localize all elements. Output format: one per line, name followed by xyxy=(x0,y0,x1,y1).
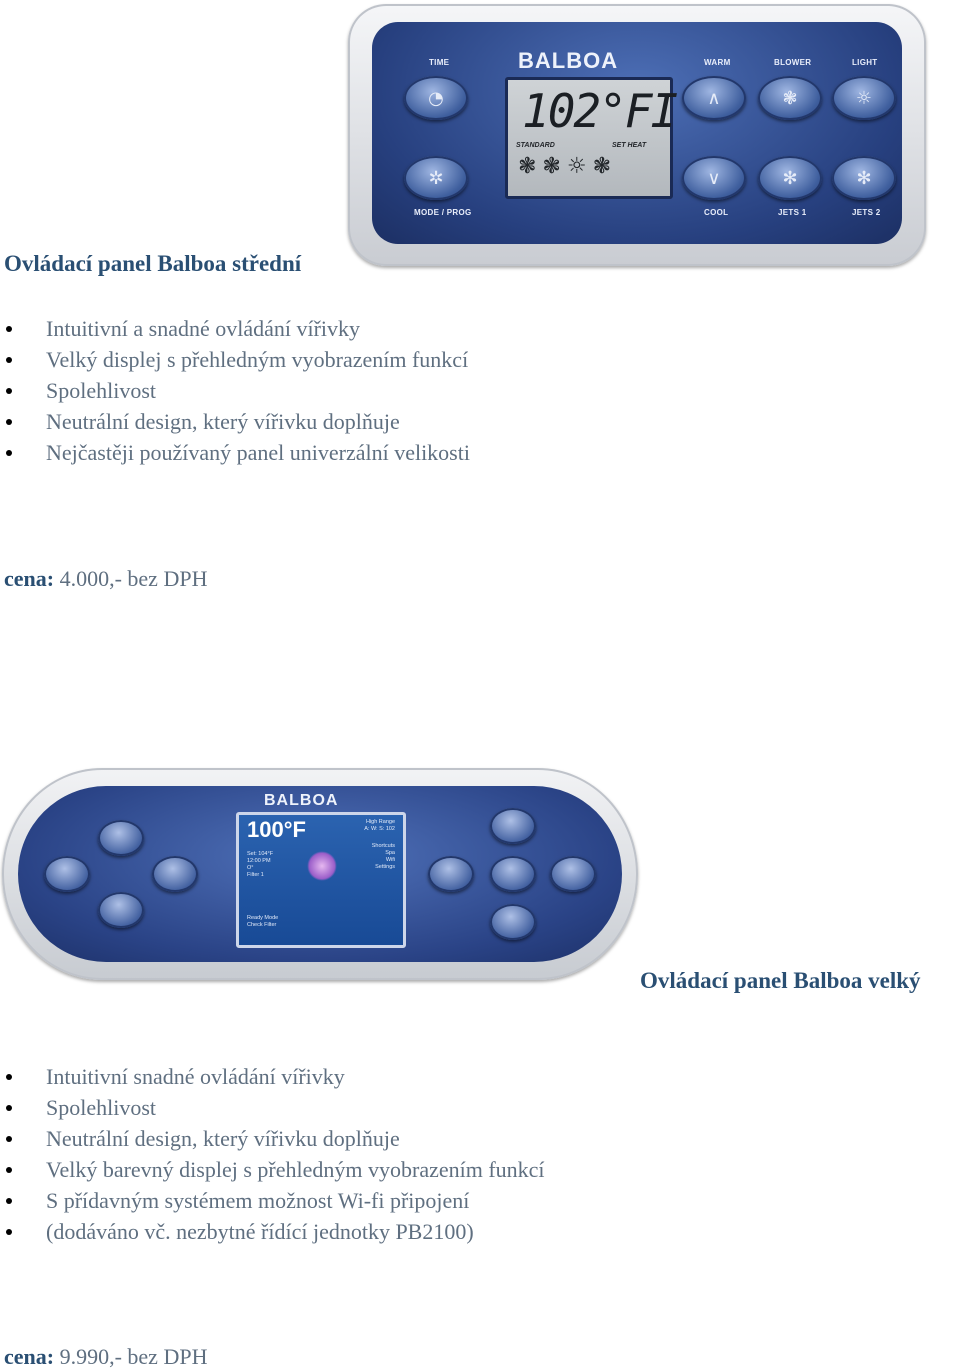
time-button[interactable] xyxy=(404,76,468,120)
balboa-logo: BALBOA xyxy=(518,48,619,73)
screen-temperature: 100°F xyxy=(247,817,306,842)
jets-icon: ✻ xyxy=(782,167,798,189)
feature-list xyxy=(0,313,600,468)
list-item: Nejčastěji používaný panel univerzální velikosti xyxy=(0,437,600,468)
list-item: S přídavným systémem možnost Wi-fi připojení xyxy=(0,1185,700,1216)
arrow-up-icon: ∧ xyxy=(707,87,721,109)
screen-status: Ready Mode Check Filter xyxy=(247,915,279,928)
panel-button[interactable] xyxy=(152,856,198,892)
price xyxy=(4,566,207,592)
lcd-setheat-label: SET HEAT xyxy=(612,142,647,149)
balboa-large-panel-image xyxy=(2,768,638,980)
warm-label: WARM xyxy=(704,58,731,67)
arrow-down-icon: ∨ xyxy=(707,167,721,189)
panel-button[interactable] xyxy=(98,892,144,928)
lcd-standard-label: STANDARD xyxy=(516,142,555,149)
list-item: Velký barevný displej s přehledným vyobrazením funkcí xyxy=(0,1154,700,1185)
price-value: 4.000,- bez DPH xyxy=(59,566,208,591)
list-item: Velký displej s přehledným vyobrazením funkcí xyxy=(0,344,600,375)
mode-prog-button[interactable] xyxy=(404,156,468,200)
price xyxy=(4,1344,207,1370)
lcd-display xyxy=(505,77,677,199)
jets2-label: JETS 2 xyxy=(852,208,881,217)
panel-face xyxy=(372,22,902,244)
lcd-status-icons: ❃❃☼❃ xyxy=(518,154,618,179)
product-title: Ovládací panel Balboa velký xyxy=(640,968,921,993)
list-item: Intuitivní snadné ovládání vířivky xyxy=(0,1061,700,1092)
list-item: Spolehlivost xyxy=(0,375,600,406)
list-item: Neutrální design, který vířivku doplňuje xyxy=(0,1123,700,1154)
fan-icon xyxy=(307,851,337,881)
feature-list xyxy=(0,1061,700,1247)
panel-button[interactable] xyxy=(98,820,144,856)
blower-icon: ❃ xyxy=(782,87,798,109)
light-button[interactable] xyxy=(832,76,896,120)
screen-left-info: Set: 104°F 12:00 PM O° Filter 1 xyxy=(247,851,274,878)
list-item: Neutrální design, který vířivku doplňuje xyxy=(0,406,600,437)
clock-icon: ◔ xyxy=(428,87,444,109)
panel-button[interactable] xyxy=(44,856,90,892)
balboa-medium-panel-image xyxy=(348,4,926,266)
up-button[interactable] xyxy=(490,808,536,844)
list-item: Intuitivní a snadné ovládání vířivky xyxy=(0,313,600,344)
balboa-logo: BALBOA xyxy=(264,792,339,809)
panel-face xyxy=(18,786,622,962)
blower-label: BLOWER xyxy=(774,58,812,67)
color-display xyxy=(236,812,406,948)
panel-button[interactable] xyxy=(490,856,536,892)
light-icon: ☼ xyxy=(855,87,873,109)
list-item: (dodáváno vč. nezbytné řídící jednotky PB2100) xyxy=(0,1216,700,1247)
panel-button[interactable] xyxy=(428,856,474,892)
jets-icon: ✻ xyxy=(856,167,872,189)
panel-button[interactable] xyxy=(550,856,596,892)
cool-label: COOL xyxy=(704,208,729,217)
warm-button[interactable] xyxy=(682,76,746,120)
mode-prog-label: MODE / PROG xyxy=(414,208,472,217)
cool-button[interactable] xyxy=(682,156,746,200)
jets2-button[interactable] xyxy=(832,156,896,200)
mode-icon: ✲ xyxy=(428,167,444,189)
blower-button[interactable] xyxy=(758,76,822,120)
product-title: Ovládací panel Balboa střední xyxy=(4,251,302,276)
jets1-label: JETS 1 xyxy=(778,208,807,217)
down-button[interactable] xyxy=(490,904,536,940)
time-label: TIME xyxy=(429,58,450,67)
price-value: 9.990,- bez DPH xyxy=(59,1344,208,1369)
price-label: cena: xyxy=(4,1344,55,1369)
jets1-button[interactable] xyxy=(758,156,822,200)
lcd-temperature: 102°FI xyxy=(522,84,677,138)
screen-right-info: High Range A: W: S: 102 Shortcuts Spa Wifi Settings xyxy=(364,819,395,870)
price-label: cena: xyxy=(4,566,55,591)
list-item: Spolehlivost xyxy=(0,1092,700,1123)
light-label: LIGHT xyxy=(852,58,878,67)
